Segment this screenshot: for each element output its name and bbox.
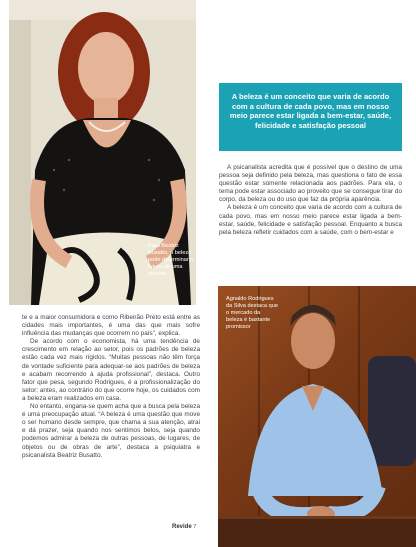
photo-caption-beatriz: Para Beatriz Busatto, a beleza pode determinar o futuro de uma pessoa — [148, 243, 194, 277]
magazine-name: Revide — [172, 524, 192, 530]
paragraph: A beleza é um conceito que varia de acordo com a cultura de cada povo, mas em nosso meio parece estar ligada a bem-estar, saúde, felicidade e satisfação pessoal. Enquanto a busca pela beleza refletir cuidados com a saúde, com o bem-estar e — [219, 204, 402, 236]
page-number: 7 — [193, 524, 197, 530]
paragraph: No entanto, engana-se quem acha que a busca pela beleza é uma preocupação atual. “A beleza é uma questão que move o ser humano desde sempre, que chama a sua atenção, atrai e dá prazer, seja quando nos sentimos belos, seja quando podemos admirar a beleza de outras pessoas, de lugares, de objetos ou de obras de arte”, destaca a psiquiatra e psicanalista Beatriz Busatto. — [22, 403, 200, 459]
paragraph: te e a maior consumidora e como Ribeirão Preto está entre as cidades mais importantes, é uma das que mais sofre influência das mudanças que ocorrem no país”, explica. — [22, 314, 200, 338]
left-column — [22, 314, 200, 460]
right-column — [219, 164, 402, 237]
page-footer — [172, 524, 196, 530]
photo-caption-agnaldo: Agnaldo Rodrigues da Silva destaca que o mercado da beleza é bastante promissor — [226, 296, 278, 330]
pull-quote: A beleza é um conceito que varia de acordo com a cultura de cada povo, mas em nosso meio parece estar ligada a bem-estar, saúde, felicidade e satisfação pessoal — [219, 83, 402, 151]
paragraph: A psicanalista acredita que é possível que o destino de uma pessoa seja definido pela beleza, mas questiona o fato de essa questão estar somente relacionada aos padrões. Para ela, o tema pode estar associado ao proveito que se consegue tirar do corpo, da beleza ou do uso que faz da própria aparência. — [219, 164, 402, 204]
paragraph: De acordo com o economista, há uma tendência de crescimento em relação ao setor, pois os padrões de beleza estão cada vez mais rígidos. “Muitas pessoas não têm força de vontade suficiente para adequar-se aos padrões de beleza e acabam recorrendo à ajuda profissional”, destaca. Outro fator que pesa, segundo Rodrigues, é a profissionalização do setor: antes, ao contrário do que ocorre hoje, os cuidados com a beleza eram realizados em casa. — [22, 338, 200, 402]
